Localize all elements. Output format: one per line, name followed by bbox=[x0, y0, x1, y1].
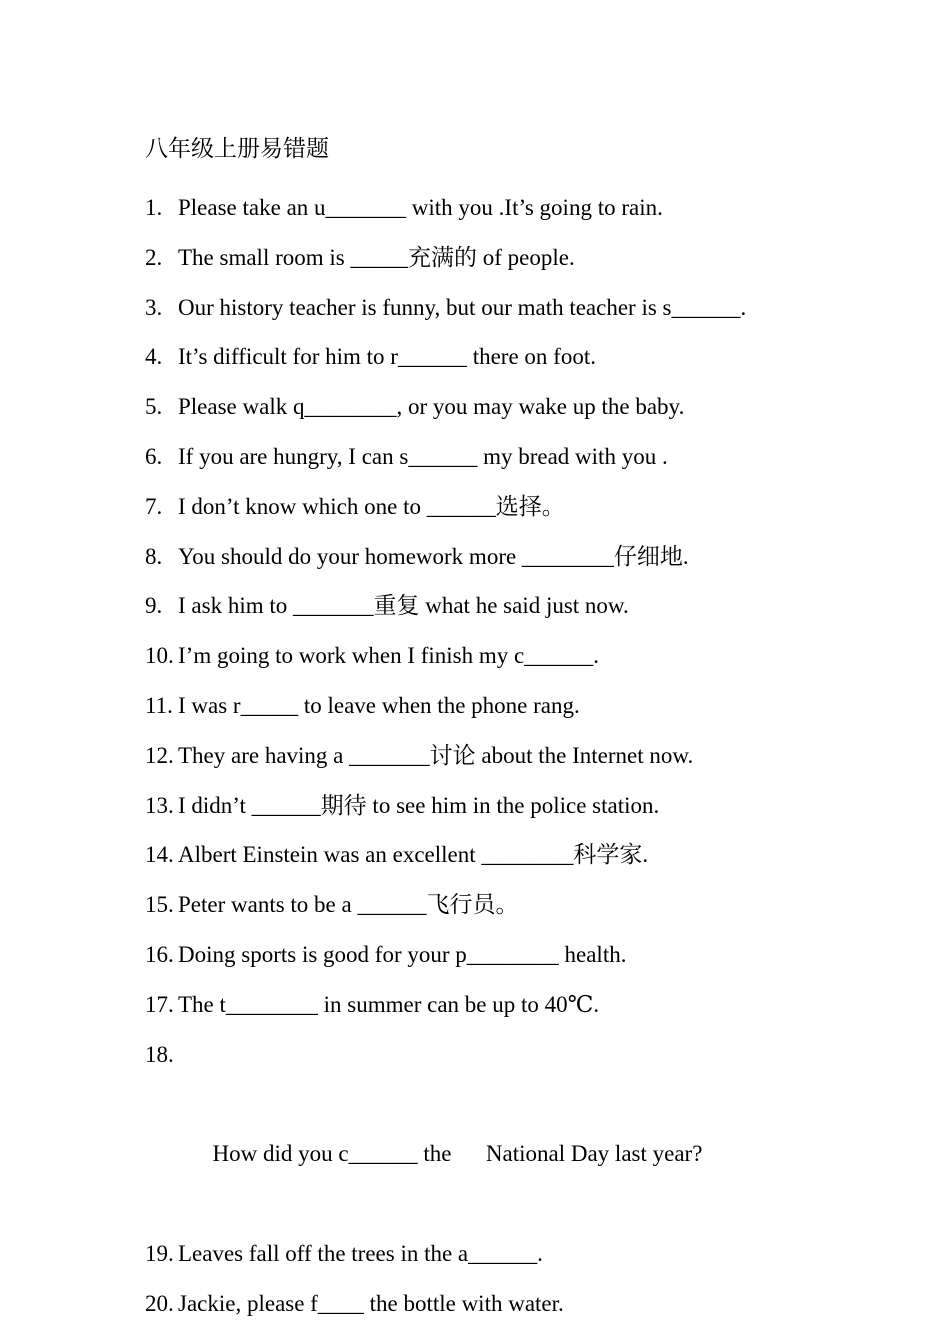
question-text: Please walk q________, or you may wake up the baby. bbox=[178, 394, 685, 420]
question-number: 20. bbox=[145, 1290, 174, 1316]
question-number: 2. bbox=[145, 244, 163, 270]
question-number: 9. bbox=[145, 593, 163, 619]
question-item bbox=[145, 432, 806, 482]
question-text: How did you c______ the National Day last year? bbox=[212, 1141, 703, 1167]
question-number: 14. bbox=[145, 842, 174, 868]
question-text: I ask him to _______重复 what he said just now. bbox=[178, 593, 629, 619]
question-text: Please take an u_______ with you .It’s going to rain. bbox=[178, 195, 663, 220]
document-title: 八年级上册易错题 bbox=[145, 136, 329, 161]
question-text: The t________ in summer can be up to 40℃. bbox=[178, 991, 600, 1017]
question-item bbox=[145, 980, 806, 1030]
question-number: 11. bbox=[145, 692, 173, 718]
question-text: Our history teacher is funny, but our math teacher is s______. bbox=[178, 294, 747, 320]
question-item bbox=[145, 532, 806, 582]
question-number: 1. bbox=[145, 195, 163, 220]
question-number: 12. bbox=[145, 742, 174, 768]
question-number: 8. bbox=[145, 543, 163, 569]
question-number: 6. bbox=[145, 443, 163, 469]
question-item bbox=[145, 183, 806, 233]
question-text: Leaves fall off the trees in the a______. bbox=[178, 1240, 543, 1266]
question-item bbox=[145, 880, 806, 930]
question-item bbox=[145, 830, 806, 880]
question-item bbox=[145, 731, 806, 781]
question-item bbox=[145, 781, 806, 831]
question-number: 4. bbox=[145, 344, 163, 370]
question-number: 3. bbox=[145, 294, 163, 320]
question-item bbox=[145, 930, 806, 980]
question-item bbox=[145, 681, 806, 731]
question-text: I didn’t ______期待 to see him in the police station. bbox=[178, 792, 660, 818]
question-text: If you are hungry, I can s______ my bread with you . bbox=[178, 443, 668, 469]
question-list bbox=[145, 183, 806, 1328]
question-item bbox=[145, 283, 806, 333]
question-number: 15. bbox=[145, 892, 174, 918]
question-item bbox=[145, 1279, 806, 1329]
question-text: The small room is _____充满的 of people. bbox=[178, 244, 575, 270]
question-item bbox=[145, 631, 806, 681]
question-text: It’s difficult for him to r______ there on foot. bbox=[178, 344, 596, 370]
question-item bbox=[145, 581, 806, 631]
question-text: They are having a _______讨论 about the Internet now. bbox=[178, 742, 694, 768]
question-number: 5. bbox=[145, 394, 163, 420]
question-item bbox=[145, 233, 806, 283]
question-item bbox=[145, 332, 806, 382]
question-text: You should do your homework more ________仔细地. bbox=[178, 543, 689, 569]
question-text: I don’t know which one to ______选择。 bbox=[178, 493, 565, 519]
question-text: I’m going to work when I finish my c______. bbox=[178, 643, 599, 669]
question-item bbox=[145, 482, 806, 532]
question-text: Peter wants to be a ______飞行员。 bbox=[178, 892, 519, 918]
question-number: 16. bbox=[145, 941, 174, 967]
question-text: Albert Einstein was an excellent ________科学家. bbox=[178, 842, 649, 868]
question-number: 18. bbox=[145, 1041, 174, 1067]
question-text: I was r_____ to leave when the phone rang. bbox=[178, 692, 580, 718]
question-text: Jackie, please f____ the bottle with water. bbox=[178, 1290, 564, 1316]
question-number: 13. bbox=[145, 792, 174, 818]
question-number: 19. bbox=[145, 1240, 174, 1266]
question-text: Doing sports is good for your p________ health. bbox=[178, 941, 627, 967]
question-number: 7. bbox=[145, 493, 163, 519]
question-item bbox=[145, 1030, 806, 1229]
question-item bbox=[145, 382, 806, 432]
question-number: 10. bbox=[145, 643, 174, 669]
question-item bbox=[145, 1229, 806, 1279]
question-number: 17. bbox=[145, 991, 174, 1017]
